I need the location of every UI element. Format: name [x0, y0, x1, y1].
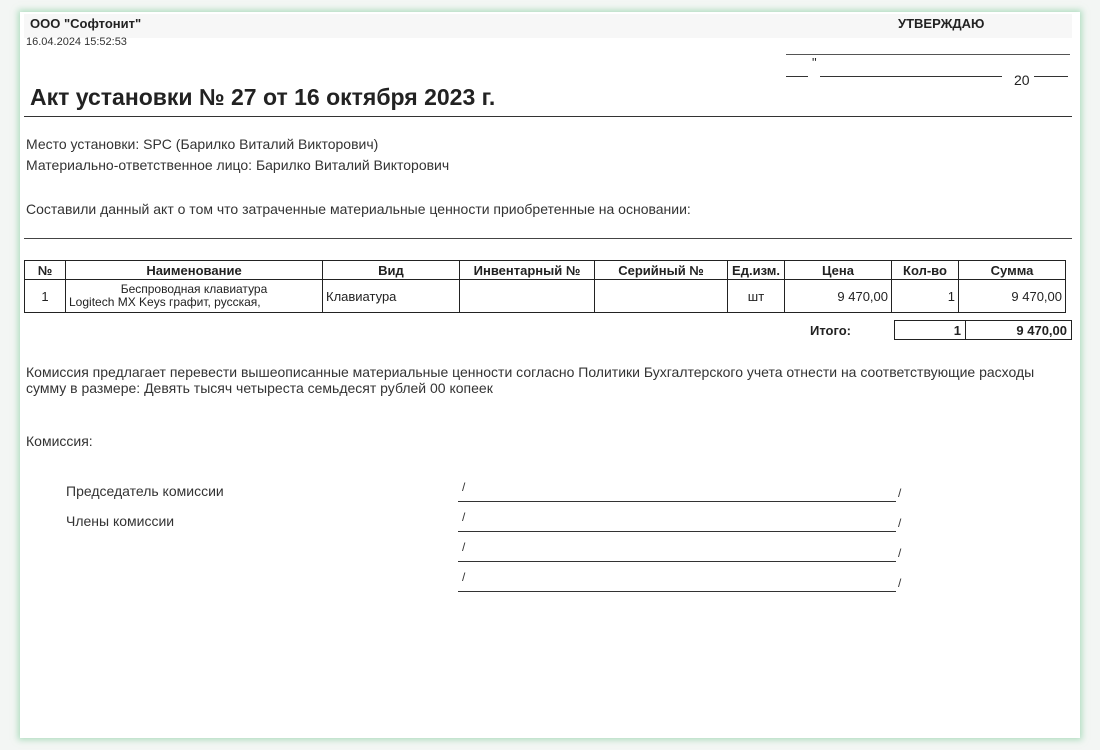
cell-kind: Клавиатура: [323, 280, 460, 313]
col-header-kind: Вид: [323, 261, 460, 280]
organization-name: ООО "Софтонит": [30, 16, 142, 31]
chairman-label: Председатель комиссии: [66, 483, 224, 499]
chairman-signature-line: [458, 483, 896, 502]
title-divider: [24, 116, 1072, 117]
commission-proposal: Комиссия предлагает перевести вышеописанные материальные ценности согласно Политики Бухгалтерского учета отнести на соответствующие расходы сумму в размере: Девять тысяч четыреста семьдесят рублей 00 копеек: [26, 364, 1035, 396]
responsible-person: Материально-ответственное лицо: Барилко Виталий Викторович: [26, 157, 450, 173]
chairman-slash-right: /: [898, 486, 902, 500]
items-table: [24, 260, 1066, 313]
col-header-inventory: Инвентарный №: [460, 261, 595, 280]
commission-heading: Комиссия:: [26, 433, 93, 449]
chairman-slash-left: /: [462, 480, 466, 494]
col-header-sum: Сумма: [959, 261, 1066, 280]
cell-inventory: [460, 280, 595, 313]
col-header-serial: Серийный №: [595, 261, 728, 280]
approve-year-blank: [1034, 60, 1068, 77]
approve-date-quote: ": [812, 55, 817, 70]
member1-slash-right: /: [898, 516, 902, 530]
member2-slash-right: /: [898, 546, 902, 560]
approve-heading: УТВЕРЖДАЮ: [898, 16, 985, 31]
approve-day-blank: [786, 60, 808, 77]
approve-year-prefix: 20: [1014, 72, 1030, 88]
document-sheet: [20, 12, 1080, 738]
basis-line: [24, 238, 1072, 239]
cell-name-line2: Logitech MX Keys графит, русская,: [69, 295, 261, 309]
total-sum: 9 470,00: [965, 320, 1072, 340]
member2-slash-left: /: [462, 540, 466, 554]
print-timestamp: 16.04.2024 15:52:53: [26, 36, 127, 48]
table-row: [25, 280, 1066, 313]
approve-month-blank: [820, 60, 1002, 77]
table-header-row: [25, 261, 1066, 280]
col-header-qty: Кол-во: [892, 261, 959, 280]
cell-name: [66, 280, 323, 313]
col-header-name: Наименование: [66, 261, 323, 280]
member-signature-line-2: [458, 543, 896, 562]
installation-place: Место установки: SPC (Барилко Виталий Викторович): [26, 136, 379, 152]
cell-name-line1: Беспроводная клавиатура: [120, 282, 268, 296]
member1-slash-left: /: [462, 510, 466, 524]
cell-sum: 9 470,00: [959, 280, 1066, 313]
cell-price: 9 470,00: [785, 280, 892, 313]
cell-unit: шт: [728, 280, 785, 313]
total-qty: 1: [894, 320, 966, 340]
member-signature-line-1: [458, 513, 896, 532]
cell-qty: 1: [892, 280, 959, 313]
member3-slash-right: /: [898, 576, 902, 590]
col-header-num: №: [25, 261, 66, 280]
total-label: Итого:: [810, 323, 851, 338]
statement-text: Составили данный акт о том что затраченные материальные ценности приобретенные на основании:: [26, 201, 691, 217]
approver-signature-line: [786, 54, 1070, 55]
col-header-unit: Ед.изм.: [728, 261, 785, 280]
members-label: Члены комиссии: [66, 513, 175, 529]
cell-num: 1: [25, 280, 66, 313]
member-signature-line-3: [458, 573, 896, 592]
cell-serial: [595, 280, 728, 313]
document-title: Акт установки № 27 от 16 октября 2023 г.: [30, 84, 496, 110]
col-header-price: Цена: [785, 261, 892, 280]
member3-slash-left: /: [462, 570, 466, 584]
